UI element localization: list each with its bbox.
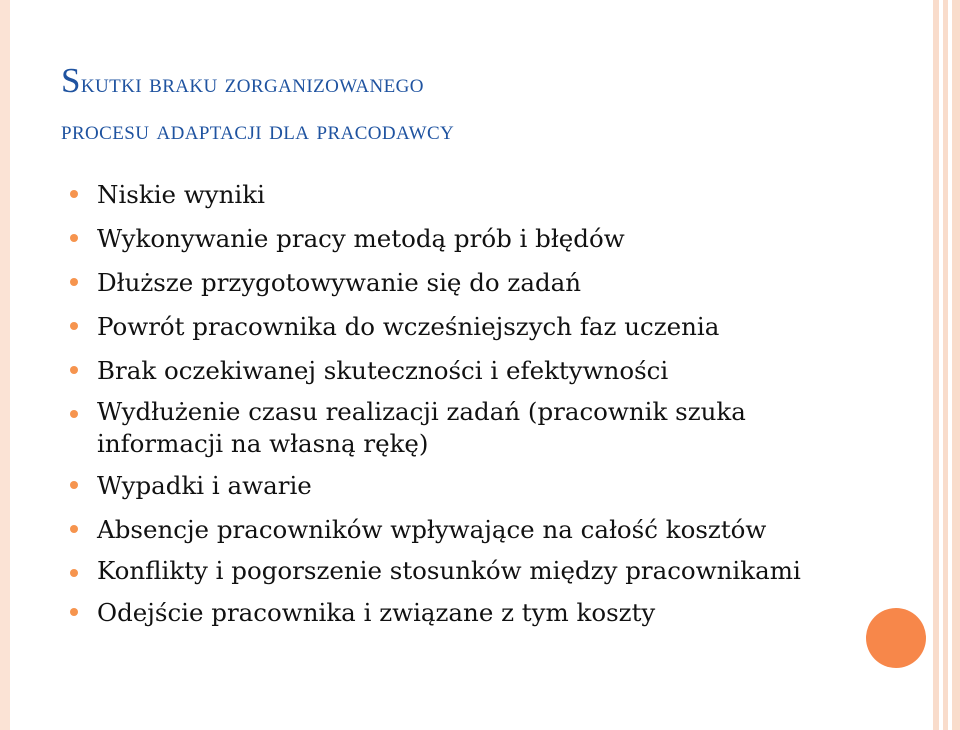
list-item <box>70 308 860 345</box>
bullet-dot-icon <box>70 410 78 418</box>
list-item <box>70 176 860 213</box>
list-item-text: Wydłużenie czasu realizacji zadań (pracownik szuka informacji na własną rękę) <box>97 397 746 458</box>
right-stripe-1 <box>933 0 939 730</box>
orange-circle-decoration <box>866 608 926 668</box>
list-item-text: Odejście pracownika i związane z tym koszty <box>97 598 656 627</box>
bullet-dot-icon <box>70 569 78 577</box>
list-item-text: Wykonywanie pracy metodą prób i błędów <box>97 224 625 253</box>
list-item <box>70 264 860 301</box>
slide-title <box>61 57 841 154</box>
bullet-dot-icon <box>70 481 78 489</box>
list-item <box>70 352 860 389</box>
list-item <box>70 594 860 631</box>
bullet-dot-icon <box>70 234 78 242</box>
list-item-text: Konflikty i pogorszenie stosunków między pracownikami <box>97 556 801 585</box>
list-item <box>70 396 860 460</box>
bullet-dot-icon <box>70 278 78 286</box>
bullet-dot-icon <box>70 525 78 533</box>
slide-title-line-2: procesu adaptacji dla pracodawcy <box>61 115 455 145</box>
list-item-text: Absencje pracowników wpływające na całość kosztów <box>97 515 767 544</box>
bullet-dot-icon <box>70 190 78 198</box>
list-item-text: Wypadki i awarie <box>97 471 312 500</box>
list-item <box>70 511 860 548</box>
list-item <box>70 467 860 504</box>
slide-title-line-1: Skutki braku zorganizowanego <box>61 61 424 100</box>
bullet-list <box>70 176 860 638</box>
bullet-dot-icon <box>70 608 78 616</box>
bullet-dot-icon <box>70 322 78 330</box>
list-item <box>70 555 860 587</box>
list-item-text: Niskie wyniki <box>97 180 265 209</box>
list-item-text: Dłuższe przygotowywanie się do zadań <box>97 268 582 297</box>
list-item-text: Brak oczekiwanej skuteczności i efektywności <box>97 356 669 385</box>
right-stripe-2 <box>943 0 948 730</box>
list-item <box>70 220 860 257</box>
right-decorative-stripes <box>930 0 960 730</box>
list-item-text: Powrót pracownika do wcześniejszych faz uczenia <box>97 312 720 341</box>
right-stripe-3 <box>952 0 960 730</box>
bullet-dot-icon <box>70 366 78 374</box>
left-decorative-bar <box>0 0 10 730</box>
